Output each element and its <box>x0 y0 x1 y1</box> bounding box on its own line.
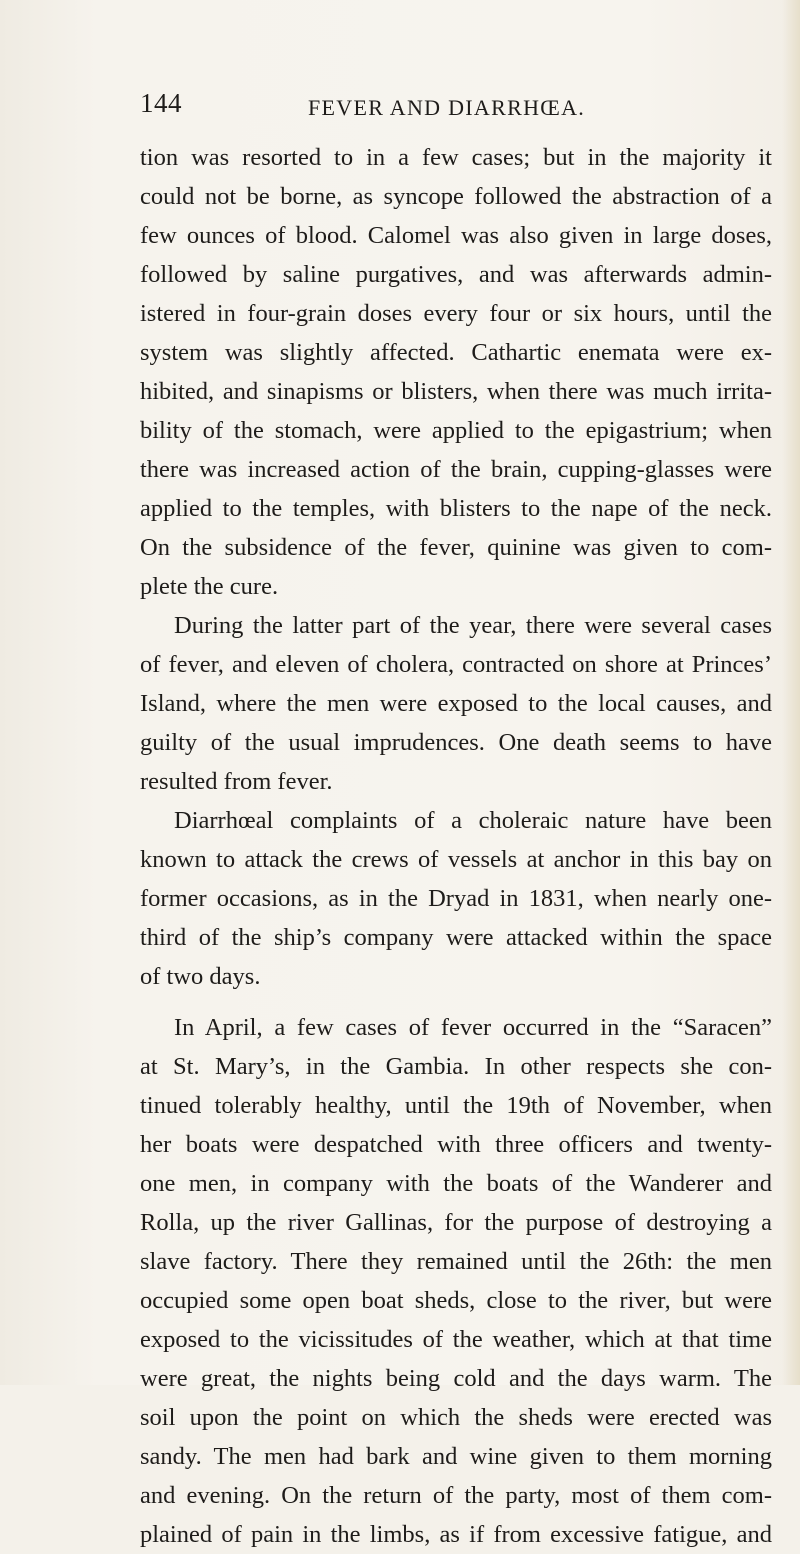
text-line: followed by saline purgatives, and was afterwards admin- <box>140 261 772 288</box>
text-line: hibited, and sinapisms or blisters, when there was much irrita- <box>140 378 772 405</box>
text-line: of fever, and eleven of cholera, contracted on shore at Princes’ <box>140 651 772 678</box>
text-line: exposed to the vicissitudes of the weather, which at that time <box>140 1326 772 1353</box>
text-line: were great, the nights being cold and the days warm. The <box>140 1365 772 1392</box>
text-line: at St. Mary’s, in the Gambia. In other respects she con- <box>140 1053 772 1080</box>
text-line: soil upon the point on which the sheds were erected was <box>140 1404 772 1431</box>
text-line: of two days. <box>140 963 261 990</box>
text-line: known to attack the crews of vessels at anchor in this bay on <box>140 846 772 873</box>
text-line: Rolla, up the river Gallinas, for the purpose of destroying a <box>140 1209 772 1236</box>
text-line: her boats were despatched with three officers and twenty- <box>140 1131 772 1158</box>
page-edge-shadow <box>782 0 800 1385</box>
text-line: occupied some open boat sheds, close to the river, but were <box>140 1287 772 1314</box>
section-gap <box>140 996 772 1008</box>
paragraph <box>140 606 772 801</box>
text-line: bility of the stomach, were applied to the epigastrium; when <box>140 417 772 444</box>
text-line: could not be borne, as syncope followed the abstraction of a <box>140 183 772 210</box>
text-line: guilty of the usual imprudences. One death seems to have <box>140 729 772 756</box>
text-line: Island, where the men were exposed to the local causes, and <box>140 690 772 717</box>
text-line: During the latter part of the year, there were several cases <box>174 612 772 639</box>
text-line: plete the cure. <box>140 573 279 600</box>
text-line: and evening. On the return of the party, most of them com- <box>140 1482 772 1509</box>
text-line: sandy. The men had bark and wine given to them morning <box>140 1443 772 1470</box>
text-line: tion was resorted to in a few cases; but in the majority it <box>140 144 772 171</box>
text-line: resulted from fever. <box>140 768 333 795</box>
body-text <box>140 138 772 1554</box>
text-line: On the subsidence of the fever, quinine was given to com- <box>140 534 772 561</box>
text-line: Diarrhœal complaints of a choleraic nature have been <box>174 807 772 834</box>
text-line: plained of pain in the limbs, as if from excessive fatigue, and <box>140 1521 772 1548</box>
text-line: third of the ship’s company were attacked within the space <box>140 924 772 951</box>
paragraph <box>140 138 772 606</box>
paragraph <box>140 801 772 996</box>
text-line: one men, in company with the boats of the Wanderer and <box>140 1170 772 1197</box>
paragraph <box>140 1008 772 1554</box>
text-line: tinued tolerably healthy, until the 19th of November, when <box>140 1092 772 1119</box>
text-line: applied to the temples, with blisters to the nape of the neck. <box>140 495 772 522</box>
text-line: system was slightly affected. Cathartic enemata were ex- <box>140 339 772 366</box>
text-line: there was increased action of the brain, cupping-glasses were <box>140 456 772 483</box>
text-line: few ounces of blood. Calomel was also given in large doses, <box>140 222 772 249</box>
text-line: former occasions, as in the Dryad in 1831, when nearly one- <box>140 885 772 912</box>
text-line: istered in four-grain doses every four or six hours, until the <box>140 300 772 327</box>
running-title: FEVER AND DIARRHŒA. <box>308 95 586 120</box>
page-number: 144 <box>140 88 182 118</box>
text-line: In April, a few cases of fever occurred in the “Saracen” <box>174 1014 772 1041</box>
text-line: slave factory. There they remained until the 26th: the men <box>140 1248 772 1275</box>
